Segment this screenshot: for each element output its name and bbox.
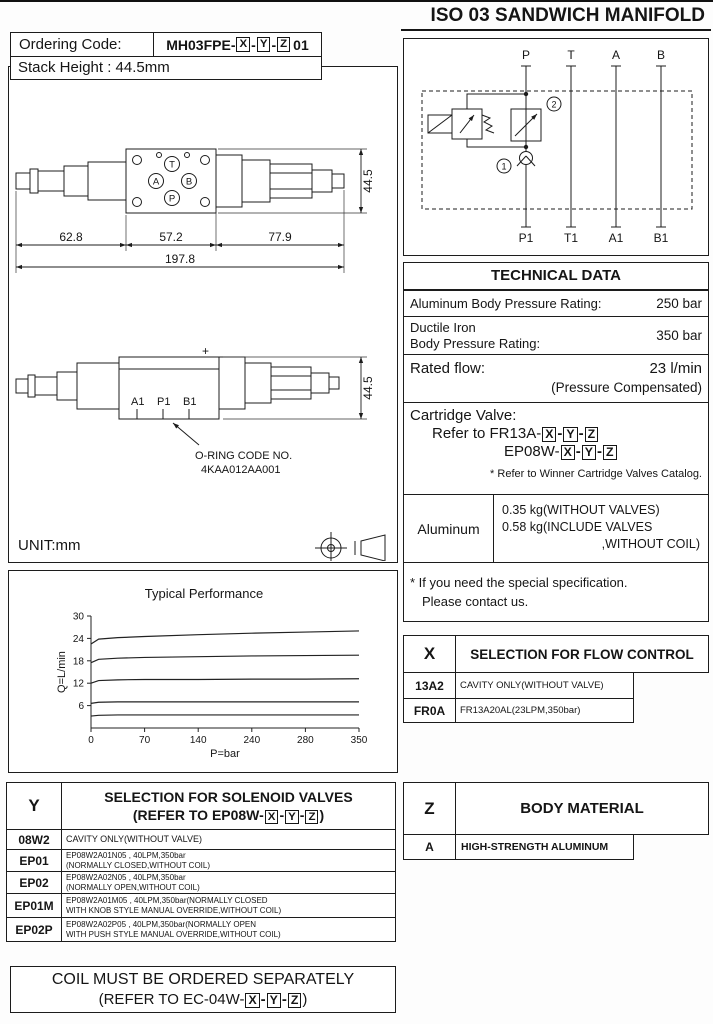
code-z-box: Z: [305, 810, 318, 824]
svg-text:70: 70: [139, 735, 151, 746]
rated-flow-row: [404, 355, 708, 403]
code-separator: -: [271, 36, 277, 53]
x-row-code: FR0A: [404, 699, 456, 723]
valve-body-side-view: [119, 357, 219, 419]
table-row: [404, 698, 633, 723]
code-separator: -: [251, 36, 256, 53]
weight-material-cell: Aluminum: [404, 495, 494, 562]
coil-ref-prefix: (REFER TO EC-04W-: [98, 991, 245, 1008]
marker-1: 1: [501, 161, 507, 172]
plus-mark: +: [202, 344, 210, 358]
table-row: [404, 673, 633, 698]
cartridge-valve-row: [404, 403, 708, 495]
weight-line1: 0.35 kg(WITHOUT VALVES): [502, 503, 660, 517]
y-row-code: EP01M: [7, 894, 62, 917]
ordering-code-suffix: 01: [293, 36, 309, 53]
y-desc-line1: EP08W2A01M05 , 40LPM,350bar(NORMALLY CLOSED: [66, 896, 268, 905]
ductile-label-line2: Body Pressure Rating:: [410, 335, 541, 351]
projection-symbols: [315, 532, 385, 561]
x-table-header: [403, 635, 709, 673]
y-table-title-line1: SELECTION FOR SOLENOID VALVES: [104, 788, 353, 805]
port-label-a: A: [152, 176, 160, 188]
chart-x-axis-label: P=bar: [210, 748, 240, 760]
port-label-a1: A1: [131, 396, 145, 408]
y-table: [6, 782, 396, 942]
table-row: [7, 849, 395, 871]
y-row-code: EP02P: [7, 918, 62, 941]
y-row-desc: [62, 894, 395, 917]
code-x-box: X: [542, 427, 556, 442]
page-top-border: [0, 0, 713, 2]
port-label-b1: B1: [183, 396, 197, 408]
y-row-code: EP01: [7, 850, 62, 871]
ductile-label-line1: Ductile Iron: [410, 319, 476, 335]
special-note-line1: * If you need the special specification.: [410, 575, 628, 590]
port-lines: [521, 66, 666, 227]
performance-chart: [9, 571, 397, 772]
projection-cone-icon: [361, 535, 385, 561]
stack-height-label: Stack Height : 44.5mm: [18, 59, 170, 76]
rated-flow-note: (Pressure Compensated): [551, 380, 702, 395]
y-desc-line1: CAVITY ONLY(WITHOUT VALVE): [66, 833, 203, 844]
cartridge-title: Cartridge Valve:: [410, 407, 517, 424]
z-table-rows: [403, 834, 634, 860]
weight-line3: ,WITHOUT COIL): [601, 537, 700, 551]
port-label-p1: P1: [157, 396, 171, 408]
svg-text:18: 18: [72, 656, 84, 668]
schematic-port-a: A: [611, 48, 621, 62]
cartridge-ref-1: [432, 425, 702, 442]
x-row-code: 13A2: [404, 673, 456, 698]
svg-text:12: 12: [72, 678, 84, 690]
code-x-box: X: [236, 37, 250, 51]
schematic-port-a1: A1: [608, 231, 624, 245]
svg-text:140: 140: [189, 735, 207, 746]
y-desc-line1: EP08W2A01N05 , 40LPM,350bar: [66, 851, 186, 860]
z-row-desc: HIGH-STRENGTH ALUMINUM: [461, 841, 609, 853]
svg-text:0: 0: [88, 735, 94, 746]
y-table-key: Y: [7, 783, 62, 829]
y-row-code: EP02: [7, 872, 62, 893]
coil-note-box: [10, 966, 396, 1013]
special-note-line2: Please contact us.: [422, 594, 529, 609]
table-row: [7, 871, 395, 893]
schematic-port-t: T: [567, 48, 575, 62]
svg-text:240: 240: [243, 735, 261, 746]
y-row-desc: [62, 830, 395, 849]
y-desc-line2: WITH KNOB STYLE MANUAL OVERRIDE,WITHOUT COIL): [66, 905, 282, 915]
page-title: ISO 03 SANDWICH MANIFOLD: [430, 5, 705, 26]
schematic-port-t1: T1: [563, 231, 579, 245]
weight-row: [404, 495, 708, 563]
code-x-box: X: [265, 810, 279, 824]
weight-values-cell: [494, 495, 708, 562]
dim-height-side: 44.5: [361, 376, 375, 400]
svg-text:30: 30: [72, 611, 84, 623]
coil-note-line1: COIL MUST BE ORDERED SEPARATELY: [51, 971, 355, 988]
dim-total: 197.8: [164, 252, 196, 266]
code-separator: -: [281, 991, 287, 1008]
y-desc-line2: (NORMALLY CLOSED,WITHOUT COIL): [66, 860, 211, 870]
code-y-box: Y: [563, 427, 577, 442]
ordering-code-label: Ordering Code:: [19, 36, 122, 53]
ordering-code-box: [10, 32, 322, 57]
port-label-p: P: [168, 193, 176, 205]
table-row: [7, 917, 395, 941]
y-row-desc: [62, 850, 395, 871]
top-view-drawing: [16, 149, 375, 273]
y-row-desc: [62, 918, 395, 941]
code-separator: -: [299, 806, 305, 823]
code-separator: -: [578, 425, 584, 442]
y-row-desc: [62, 872, 395, 893]
schematic-port-p1: P1: [518, 231, 534, 245]
rated-flow-label: Rated flow:: [410, 360, 486, 377]
rated-flow-value: 23 l/min: [649, 360, 702, 377]
spring-icon: [482, 115, 494, 133]
code-y-box: Y: [285, 810, 299, 824]
y-table-title: [62, 783, 395, 829]
y-desc-line2: (NORMALLY OPEN,WITHOUT COIL): [66, 882, 200, 892]
coil-ref-suffix: ): [302, 991, 308, 1008]
y-title-suffix: ): [319, 806, 325, 823]
ductile-rating-label: [410, 320, 540, 352]
ductile-rating-row: [404, 317, 708, 355]
z-table-key: Z: [404, 783, 456, 834]
svg-text:24: 24: [72, 633, 84, 645]
side-view-drawing: [16, 344, 375, 476]
code-x-box: X: [245, 993, 259, 1008]
code-separator: -: [557, 425, 563, 442]
cartridge-footnote: * Refer to Winner Cartridge Valves Catalog.: [490, 468, 702, 480]
code-separator: -: [575, 443, 581, 460]
code-y-box: Y: [257, 37, 271, 51]
dim-57-2: 57.2: [159, 230, 183, 244]
code-z-box: Z: [288, 993, 302, 1008]
code-separator: -: [279, 806, 285, 823]
title-underline: [401, 29, 711, 31]
unit-label: UNIT:mm: [18, 537, 81, 554]
code-separator: -: [260, 991, 266, 1008]
cartridge-ref-2: [504, 443, 702, 460]
port-label-b: B: [185, 176, 193, 188]
x-table-title: SELECTION FOR FLOW CONTROL: [470, 646, 694, 662]
y-table-header: [7, 783, 395, 829]
code-z-box: Z: [585, 427, 599, 442]
oring-leader-line: [173, 423, 199, 445]
dim-77-9: 77.9: [268, 230, 292, 244]
hydraulic-schematic: [404, 39, 708, 255]
z-row-code: A: [404, 835, 456, 859]
x-row-desc: CAVITY ONLY(WITHOUT VALVE): [460, 679, 604, 691]
code-z-box: Z: [603, 445, 617, 460]
ductile-rating-value: 350 bar: [656, 328, 702, 343]
dimension-drawings: [9, 67, 397, 561]
y-table-title-line2: [133, 806, 324, 824]
code-x-box: X: [561, 445, 575, 460]
oring-code: 4KAA012AA001: [201, 464, 281, 476]
oring-label: O-RING CODE NO.: [195, 450, 293, 462]
x-table-key: X: [404, 636, 456, 672]
z-table-header: [403, 782, 709, 835]
code-y-box: Y: [267, 993, 281, 1008]
svg-text:280: 280: [297, 735, 314, 746]
code-z-box: Z: [277, 37, 290, 51]
port-label-t: T: [169, 159, 175, 171]
special-note: [404, 563, 708, 611]
technical-data-panel: [403, 262, 709, 622]
y-desc-line2: WITH PUSH STYLE MANUAL OVERRIDE,WITHOUT COIL): [66, 929, 281, 939]
y-title-prefix: (REFER TO EP08W-: [132, 806, 264, 823]
marker-2: 2: [551, 99, 557, 110]
weight-line2: 0.58 kg(INCLUDE VALVES: [502, 520, 653, 534]
schematic-port-b: B: [656, 48, 666, 62]
code-separator: -: [596, 443, 602, 460]
table-row: [7, 829, 395, 849]
aluminum-rating-value: 250 bar: [656, 296, 702, 311]
x-table-rows: [403, 672, 634, 723]
x-row-desc: FR13A20AL(23LPM,350bar): [460, 705, 581, 717]
code-y-box: Y: [582, 445, 596, 460]
chart-title: Typical Performance: [144, 586, 264, 601]
cartridge-ref1-prefix: Refer to FR13A-: [432, 425, 542, 442]
y-desc-line1: EP08W2A02P05 , 40LPM,350bar(NORMALLY OPEN: [66, 920, 257, 929]
y-row-code: 08W2: [7, 830, 62, 849]
table-row: [7, 893, 395, 917]
coil-note-line2: [11, 991, 395, 1008]
aluminum-rating-label: Aluminum Body Pressure Rating:: [410, 296, 602, 311]
schematic-port-p: P: [521, 48, 531, 62]
aluminum-rating-row: [404, 291, 708, 317]
z-table-title: BODY MATERIAL: [520, 800, 644, 817]
svg-text:6: 6: [78, 701, 84, 713]
cartridge-ref2-prefix: EP08W-: [504, 443, 560, 460]
dim-height-top: 44.5: [361, 169, 375, 193]
ordering-code-prefix: MH03FPE-: [166, 36, 236, 53]
svg-text:350: 350: [350, 735, 368, 746]
schematic-port-b1: B1: [653, 231, 669, 245]
dim-62-8: 62.8: [59, 230, 83, 244]
technical-data-title: TECHNICAL DATA: [404, 263, 708, 291]
ordering-code-value: [153, 33, 321, 56]
y-desc-line1: EP08W2A02N05 , 40LPM,350bar: [66, 873, 186, 882]
check-valve-icon: [520, 152, 533, 165]
chart-y-axis-label: Q=L/min: [56, 651, 68, 693]
